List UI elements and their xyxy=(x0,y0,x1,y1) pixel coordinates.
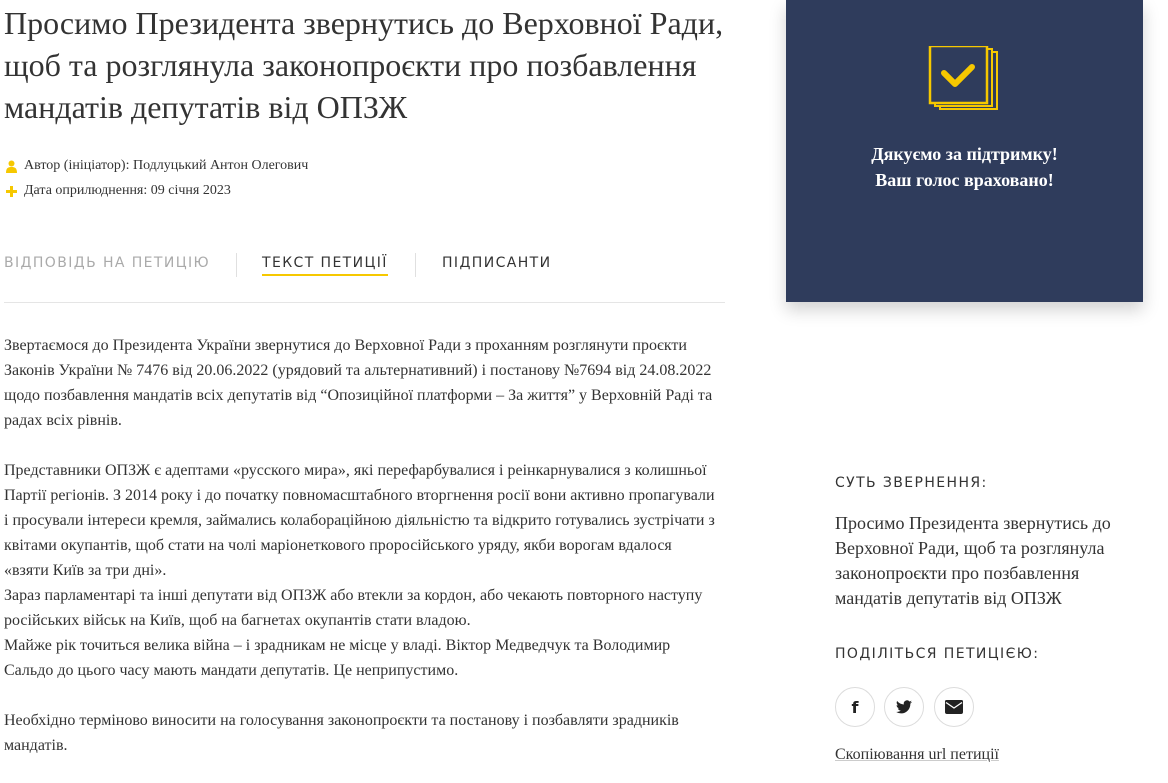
author-text: Автор (ініціатор): Подлуцький Антон Олегович xyxy=(24,158,309,173)
vote-counted-line: Ваш голос враховано! xyxy=(875,170,1054,190)
voted-check-icon xyxy=(928,46,1000,118)
petition-text xyxy=(4,333,719,783)
paragraph xyxy=(4,458,719,683)
share-label: ПОДІЛІТЬСЯ ПЕТИЦІЄЮ: xyxy=(835,646,1040,662)
envelope-icon xyxy=(945,700,963,714)
petition-title: Просимо Президента звернутись до Верховної Ради, щоб та розглянула законопроєкти про позбавлення мандатів депутатів від ОПЗЖ xyxy=(4,5,724,125)
twitter-icon xyxy=(896,700,912,714)
tab-response[interactable]: ВІДПОВІДЬ НА ПЕТИЦІЮ xyxy=(4,255,211,271)
summary-text: Просимо Президента звернутись до Верховної Ради, щоб та розглянула законопроєкти про позбавлення мандатів депутатів від ОПЗЖ xyxy=(835,513,1111,608)
thank-you-line: Дякуємо за підтримку! xyxy=(871,144,1058,164)
paragraph-line: Представники ОПЗЖ є адептами «русского мира», які перефарбувалися і реінкарнувалися з колишньої Партії регіонів. З 2014 року і до початку повномасштабного вторгнення росії вони активно пропагували і просували інтереси кремля, займались колабораційною діяльністю та відкрито готувались зустрічати з квітами окупантів, щоб стати на чолі маріонеткового проросійського уряду, якби ворогам вдалося «взяти Київ за три дні». xyxy=(4,462,715,579)
share-email-button[interactable] xyxy=(934,687,974,727)
petition-tabs xyxy=(4,255,725,303)
date-line xyxy=(4,183,231,199)
paragraph-line: Зараз парламентарі та інші депутати від ОПЗЖ або втекли за кордон, або чекають повторного наступу російських військ на Київ, щоб на багнетах окупантів стати владою. xyxy=(4,587,703,629)
copy-url-link[interactable]: Скопіювання url петиції xyxy=(835,746,999,763)
user-icon xyxy=(4,159,18,173)
tab-petition-text[interactable]: ТЕКСТ ПЕТИЦІЇ xyxy=(262,255,388,276)
vote-status-panel xyxy=(786,0,1143,302)
paragraph: Звертаємося до Президента України звернутися до Верховної Ради з проханням розглянути проєкти Законів України № 7476 від 20.06.2022 (урядовий та альтернативний) і постанову №7694 від 24.08.2022 щодо позбавлення мандатів всіх депутатів від “Опозиційної платформи – За життя” у Верховній Раді та радах всіх рівнів. xyxy=(4,337,713,429)
paragraph: Необхідно терміново виносити на голосування законопроєкти та постанову і позбавляти зрадників мандатів. xyxy=(4,712,679,754)
author-line xyxy=(4,158,308,174)
summary-label: СУТЬ ЗВЕРНЕННЯ: xyxy=(835,475,988,491)
share-facebook-button[interactable] xyxy=(835,687,875,727)
tab-signers[interactable]: ПІДПИСАНТИ xyxy=(442,255,552,271)
date-text: Дата оприлюднення: 09 січня 2023 xyxy=(24,183,231,198)
tab-divider xyxy=(415,253,416,277)
plus-icon xyxy=(4,184,18,198)
facebook-icon: f xyxy=(851,697,859,717)
paragraph-line: Майже рік точиться велика війна – і зрадникам не місце у владі. Віктор Медведчук та Володимир Сальдо до цього часу мають мандати депутатів. Це неприпустимо. xyxy=(4,637,671,679)
thank-you-message xyxy=(786,141,1143,193)
tab-divider xyxy=(236,253,237,277)
share-twitter-button[interactable] xyxy=(884,687,924,727)
